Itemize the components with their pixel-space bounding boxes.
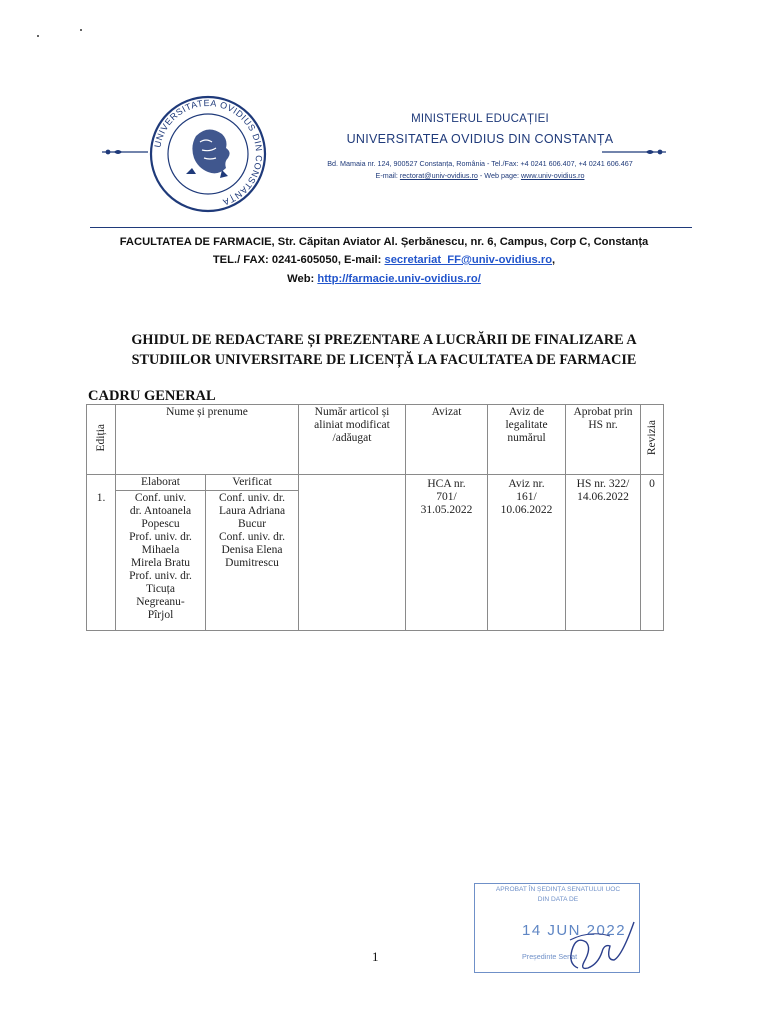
document-title-line-1: GHIDUL DE REDACTARE ȘI PREZENTARE A LUCRĂRII DE FINALIZARE A <box>131 332 637 348</box>
university-address: Bd. Mamaia nr. 124, 900527 Constanța, România - Tel./Fax: +4 0241 606.407, +4 0241 606.467 <box>327 159 633 168</box>
table-row <box>87 475 664 491</box>
university-contact <box>280 171 680 180</box>
subheader-verificat: Verificat <box>206 475 299 491</box>
cell-aviz-legalitate: Aviz nr. 161/ 10.06.2022 <box>488 475 566 631</box>
university-seal-logo <box>148 94 268 214</box>
faculty-contact <box>70 254 698 266</box>
header-revizia: Revizia <box>645 419 658 456</box>
header-aviz-legalitate: Aviz de legalitate numărul <box>488 405 566 475</box>
cell-verificat: Conf. univ. dr. Laura Adriana Bucur Conf. univ. dr. Denisa Elena Dumitrescu <box>206 491 299 631</box>
faculty-web <box>70 273 698 285</box>
header-editia: Ediția <box>94 423 107 452</box>
document-title-line-2: STUDIILOR UNIVERSITARE DE LICENȚĂ LA FACULTATEA DE FARMACIE <box>131 352 637 368</box>
stamp-line-1: APROBAT ÎN ȘEDINȚA SENATULUI UOC <box>495 886 621 893</box>
page-number: 1 <box>372 949 379 964</box>
university-email-link[interactable]: rectorat@univ-ovidius.ro <box>399 171 478 180</box>
cell-editia: 1. <box>87 475 116 631</box>
cell-avizat: HCA nr. 701/ 31.05.2022 <box>406 475 488 631</box>
header-avizat: Avizat <box>406 405 488 475</box>
cell-aprobat: HS nr. 322/ 14.06.2022 <box>566 475 641 631</box>
header-numar-articol: Număr articol și aliniat modificat /adăugat <box>299 405 406 475</box>
scan-speck <box>37 35 39 37</box>
faculty-email-link[interactable]: secretariat_FF@univ-ovidius.ro <box>384 254 553 266</box>
cell-elaborat: Conf. univ. dr. Antoanela Popescu Prof. univ. dr. Mihaela Mirela Bratu Prof. univ. dr. Ticuța Negreanu- Pîrjol <box>116 491 206 631</box>
handwritten-signature <box>548 910 638 975</box>
web-label: - Web page: <box>477 171 521 180</box>
university-name: UNIVERSITATEA OVIDIUS DIN CONSTANȚA <box>346 132 614 146</box>
faculty-contact-suffix: , <box>552 254 556 266</box>
ornament-right <box>600 146 670 158</box>
subheader-elaborat: Elaborat <box>116 475 206 491</box>
header-nume: Nume și prenume <box>116 405 299 475</box>
faculty-web-label: Web: <box>287 273 318 285</box>
scan-speck <box>80 29 82 31</box>
header-divider <box>90 227 692 228</box>
section-heading: CADRU GENERAL <box>88 388 216 404</box>
header-cell-editia <box>87 405 116 475</box>
ministry-name: MINISTERUL EDUCAȚIEI <box>411 113 549 125</box>
header-cell-revizia <box>641 405 664 475</box>
faculty-tel-label: TEL./ FAX: 0241-605050, E-mail: <box>212 254 385 266</box>
stamp-date: 14 JUN 2022 <box>522 922 627 939</box>
email-label: E-mail: <box>375 171 400 180</box>
stamp-line-2: DIN DATA DE <box>537 896 579 903</box>
cell-revizia: 0 <box>641 475 664 631</box>
stamp-president: Președinte Senat <box>522 952 578 961</box>
faculty-web-link[interactable]: http://farmacie.univ-ovidius.ro/ <box>317 273 481 285</box>
university-web-link[interactable]: www.univ-ovidius.ro <box>520 171 585 180</box>
svg-text:UNIVERSITATEA OVIDIUS DIN CONS: UNIVERSITATEA OVIDIUS DIN CONSTANȚA <box>152 97 265 208</box>
header-aprobat: Aprobat prin HS nr. <box>566 405 641 475</box>
faculty-address: FACULTATEA DE FARMACIE, Str. Căpitan Aviator Al. Șerbănescu, nr. 6, Campus, Corp C, Constanța <box>119 236 649 248</box>
table-header-row <box>87 405 664 475</box>
ornament-left <box>100 146 150 158</box>
cell-numar-articol <box>299 475 406 631</box>
revision-table <box>86 404 664 631</box>
